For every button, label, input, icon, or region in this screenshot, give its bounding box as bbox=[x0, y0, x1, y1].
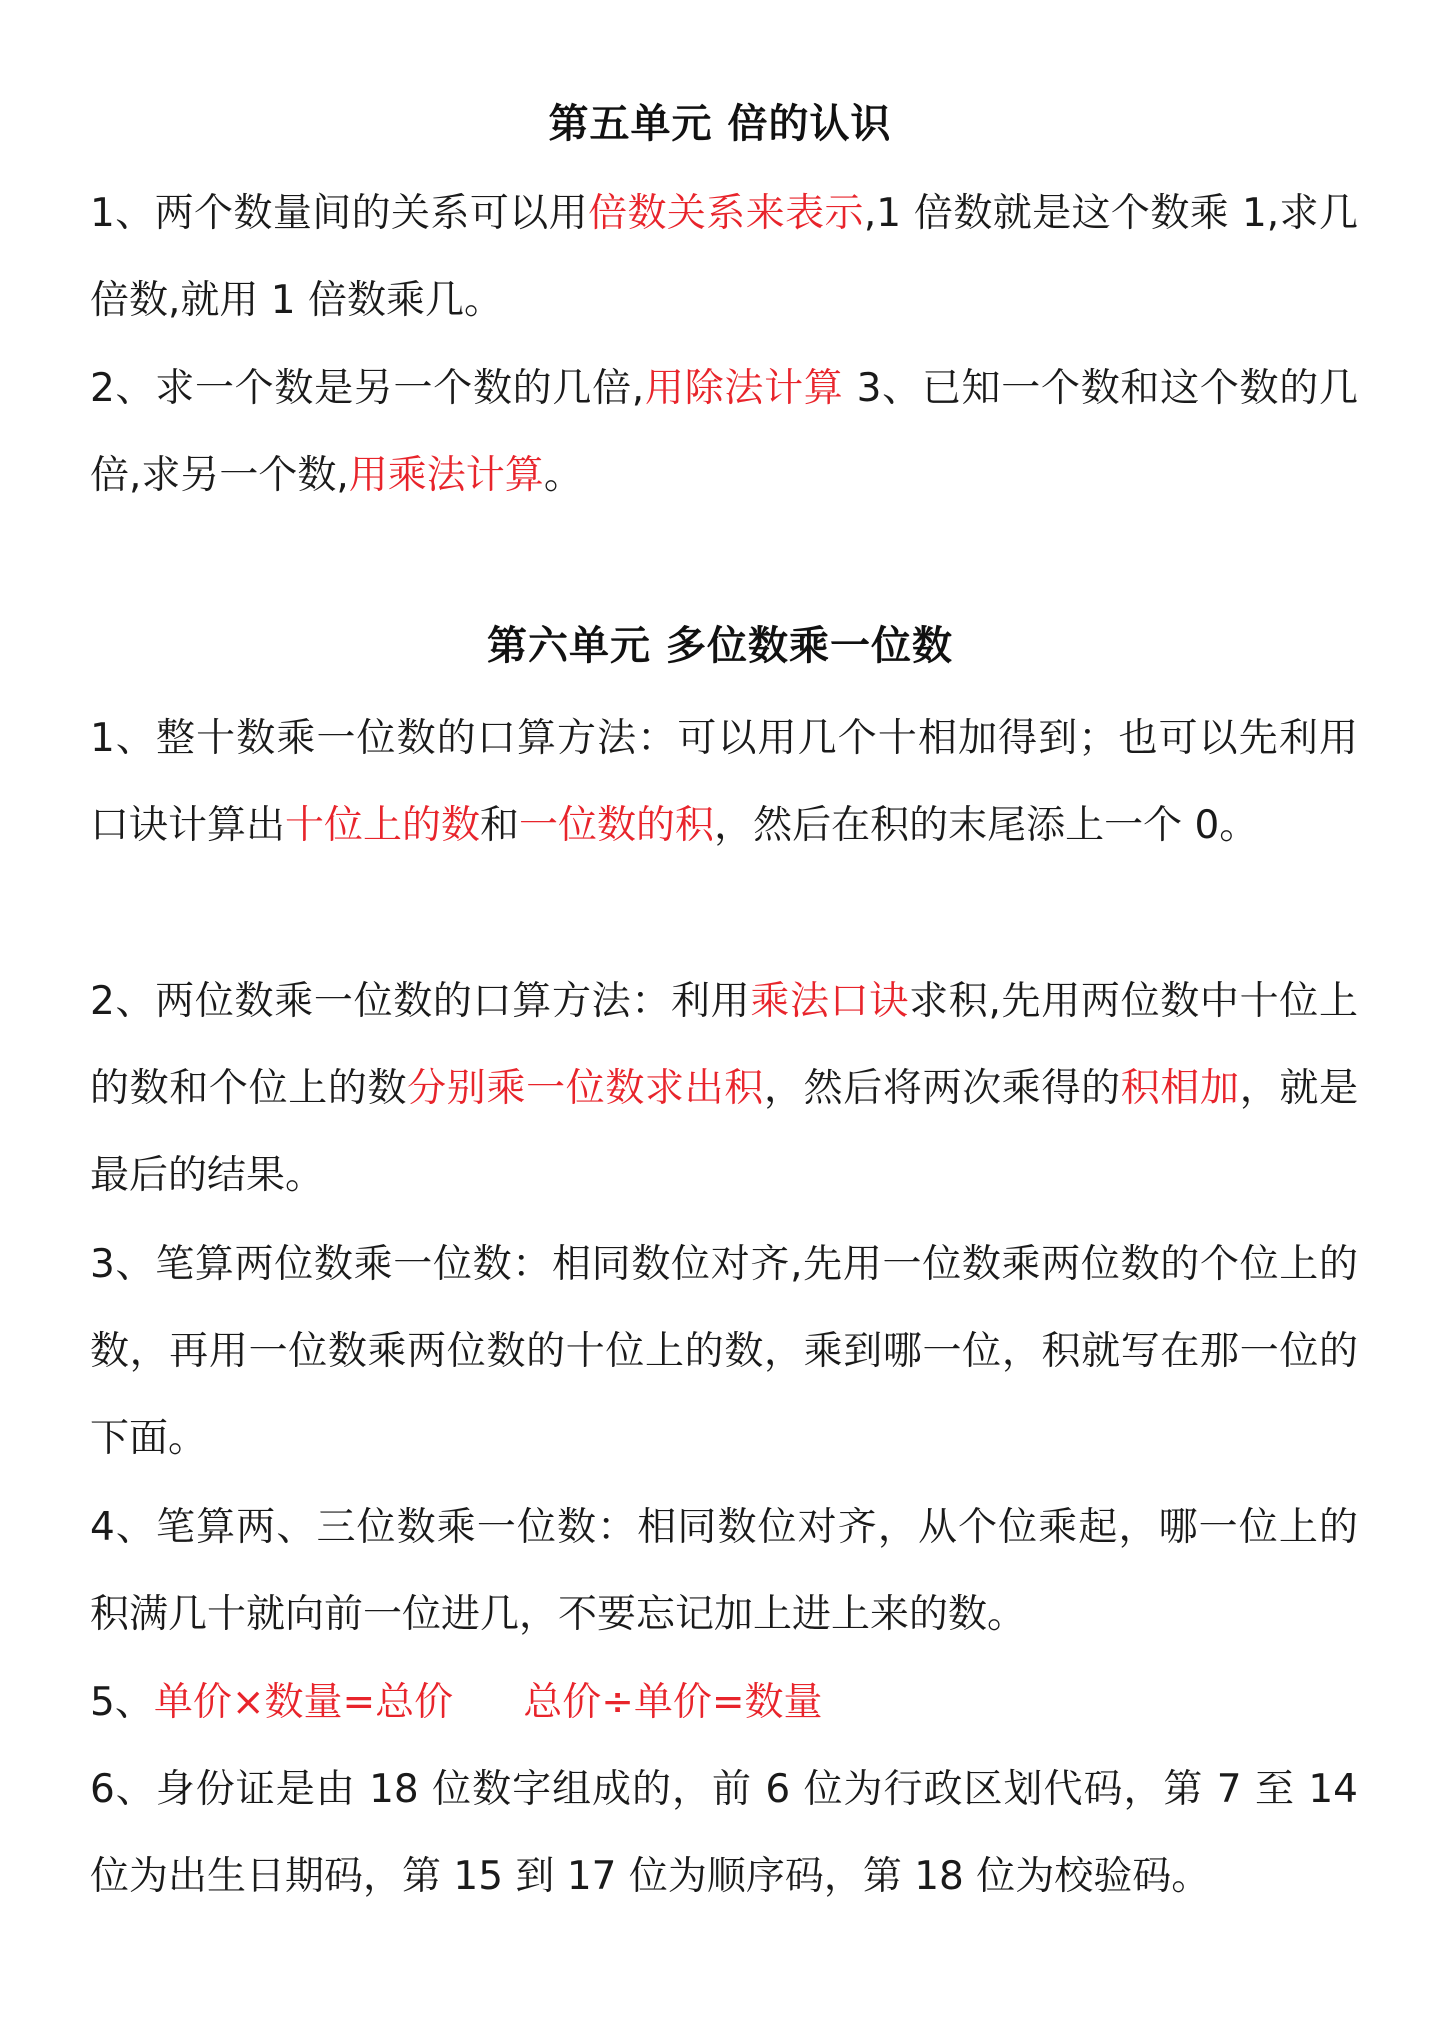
item-text: ，然后在积的末尾添上一个 0。 bbox=[714, 803, 1259, 848]
item-text: 。 bbox=[543, 453, 583, 498]
unit6-item-6 bbox=[90, 1746, 1358, 1920]
item-text: 和 bbox=[480, 803, 520, 848]
unit5-title: 第五单元 倍的认识 bbox=[548, 101, 892, 147]
highlight-text: 用除法计算 bbox=[644, 366, 844, 411]
unit6-item-3 bbox=[90, 1221, 1358, 1482]
item-text: 求积,先用两位数中十位上的数和个位上的数 bbox=[90, 979, 1358, 1111]
item-number: 1、 bbox=[90, 191, 155, 236]
highlight-text: 倍数关系来表示 bbox=[588, 191, 864, 236]
item-number: 5、 bbox=[90, 1680, 154, 1725]
unit6-item-1 bbox=[90, 695, 1358, 869]
formula-quantity: 总价÷单价=数量 bbox=[523, 1680, 823, 1725]
item-text: 笔算两位数乘一位数：相同数位对齐,先用一位数乘两位数的个位上的数，再用一位数乘两位数的十位上的数，乘到哪一位，积就写在那一位的下面。 bbox=[90, 1242, 1358, 1461]
formula-total-price: 单价×数量=总价 bbox=[153, 1680, 454, 1725]
item-number: 4、 bbox=[90, 1505, 157, 1550]
item-text: 整十数乘一位数的口算方法：可以用几个十相加得到；也可以先利用口诀计算出 bbox=[90, 716, 1358, 848]
item-number: 2、 bbox=[90, 366, 156, 411]
highlight-text: 积相加 bbox=[1120, 1066, 1240, 1111]
highlight-text: 一位数的积 bbox=[519, 803, 715, 848]
highlight-text: 分别乘一位数求出积 bbox=[407, 1066, 764, 1111]
highlight-text: 乘法口诀 bbox=[750, 979, 910, 1024]
item-text: 两位数乘一位数的口算方法：利用 bbox=[155, 979, 751, 1024]
item-text: ，然后将两次乘得的 bbox=[763, 1066, 1121, 1111]
unit5-item-1 bbox=[90, 170, 1358, 344]
item-number: 2、 bbox=[90, 979, 156, 1024]
highlight-text: 用乘法计算 bbox=[348, 453, 544, 498]
item-text: ，就是最后的结果。 bbox=[90, 1066, 1358, 1198]
item-text: 笔算两、三位数乘一位数：相同数位对齐，从个位乘起，哪一位上的积满几十就向前一位进几，不要忘记加上进上来的数。 bbox=[90, 1505, 1358, 1637]
item-number: 1、 bbox=[90, 716, 157, 761]
item-number: 3、 bbox=[90, 1242, 156, 1287]
item-number: 6、 bbox=[90, 1767, 156, 1812]
unit6-item-5 bbox=[90, 1659, 1358, 1746]
highlight-text: 十位上的数 bbox=[285, 803, 481, 848]
item-text: 两个数量间的关系可以用 bbox=[154, 191, 589, 236]
item-text: 求一个数是另一个数的几倍, bbox=[155, 366, 645, 411]
item-text: ,1 倍数就是这个数乘 1,求几倍数,就用 1 倍数乘几。 bbox=[90, 191, 1358, 323]
unit5-item-2 bbox=[90, 345, 1358, 519]
unit6-item-2 bbox=[90, 958, 1358, 1219]
unit6-item-4 bbox=[90, 1484, 1358, 1658]
item-text: 3、已知一个数和这个数的几倍,求另一个数, bbox=[90, 366, 1358, 498]
item-text: 身份证是由 18 位数字组成的，前 6 位为行政区划代码，第 7 至 14 位为出生日期码，第 15 到 17 位为顺序码，第 18 位为校验码。 bbox=[90, 1767, 1358, 1899]
unit6-title: 第六单元 多位数乘一位数 bbox=[487, 623, 953, 669]
